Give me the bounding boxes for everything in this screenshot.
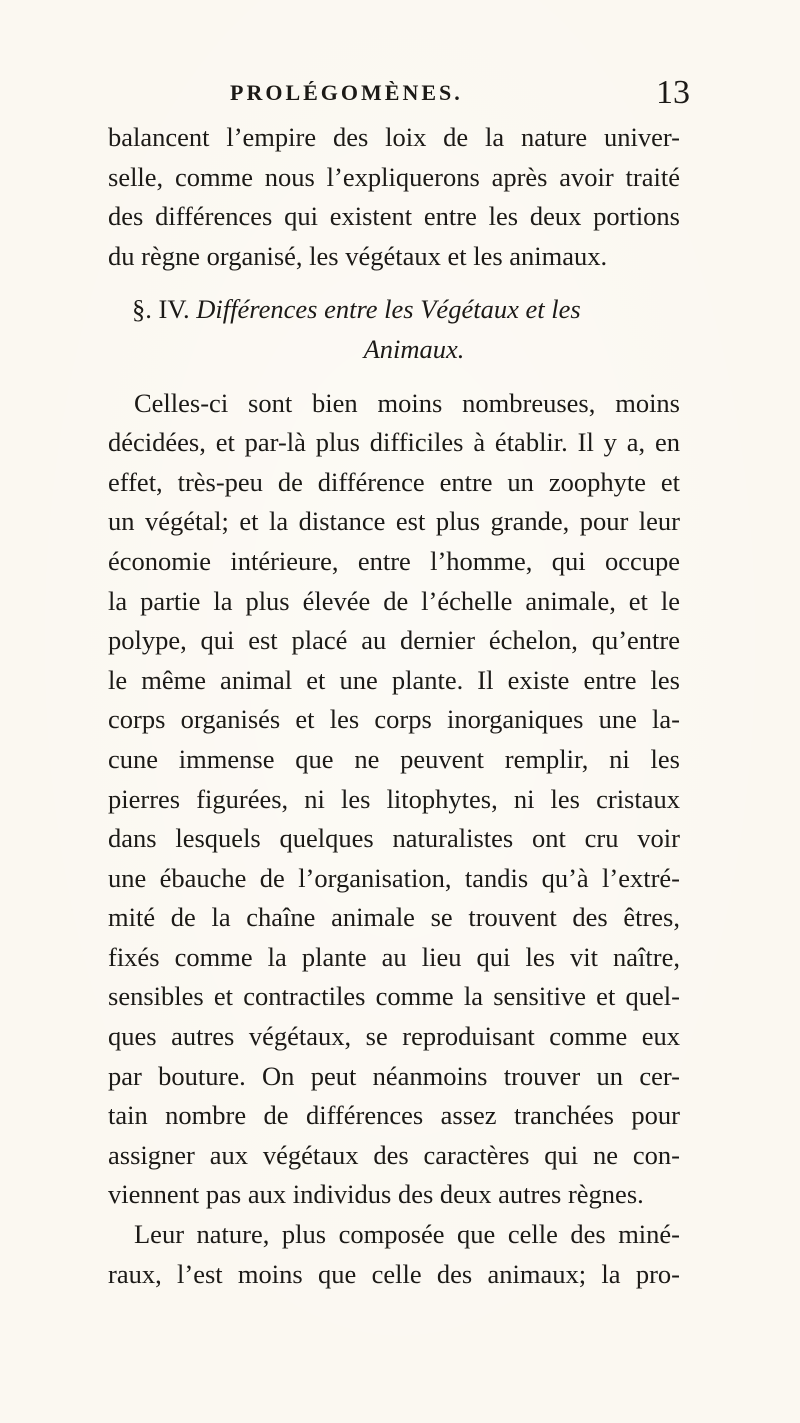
- section-heading: [108, 290, 680, 369]
- text-line: mité de la chaîne animale se trouvent des êtres,: [108, 902, 680, 933]
- text-line: polype, qui est placé au dernier échelon, qu’entre: [108, 625, 680, 656]
- page-number: 13: [656, 74, 690, 111]
- text-line: la partie la plus élevée de l’échelle animale, et le: [108, 585, 680, 616]
- running-title: PROLÉGOMÈNES.: [230, 80, 463, 105]
- text-line: Celles-ci sont bien moins nombreuses, moins: [134, 387, 680, 418]
- text-line: un végétal; et la distance est plus grande, pour leur: [108, 506, 680, 537]
- text-line: des différences qui existent entre les deux portions: [108, 201, 680, 232]
- text-line: par bouture. On peut néanmoins trouver un cer-: [108, 1060, 680, 1091]
- text-line: pierres figurées, ni les litophytes, ni les cristaux: [108, 783, 680, 814]
- text-line: cune immense que ne peuvent remplir, ni les: [108, 743, 680, 774]
- text-line: fixés comme la plante au lieu qui les vit naître,: [108, 941, 680, 972]
- text-line: économie intérieure, entre l’homme, qui occupe: [108, 545, 680, 576]
- text-line: balancent l’empire des loix de la nature univer-: [108, 122, 680, 152]
- paragraph-continued: [108, 118, 680, 276]
- text-line: sensibles et contractiles comme la sensitive et quel-: [108, 981, 680, 1012]
- text-line: tain nombre de différences assez tranchées pour: [108, 1100, 680, 1131]
- text-line: corps organisés et les corps inorganiques une la-: [108, 704, 680, 735]
- body-text: [108, 118, 680, 1294]
- text-line: une ébauche de l’organisation, tandis qu’à l’extré-: [108, 862, 680, 893]
- text-line: viennent pas aux individus des deux autres règnes.: [108, 1179, 644, 1210]
- section-number: §. IV.: [132, 294, 190, 325]
- spacer: [108, 276, 680, 290]
- text-line: ques autres végétaux, se reproduisant comme eux: [108, 1021, 680, 1052]
- text-line: dans lesquels quelques naturalistes ont cru voir: [108, 823, 680, 854]
- text-line: du règne organisé, les végétaux et les animaux.: [108, 240, 608, 271]
- section-heading-line-1: [108, 290, 680, 330]
- paragraph-main: [108, 384, 680, 1215]
- section-title-part-1: Différences entre les Végétaux et les: [196, 294, 581, 325]
- section-title-part-2: Animaux.: [363, 333, 465, 364]
- paragraph-next: [108, 1215, 680, 1294]
- text-line: Leur nature, plus composée que celle des miné-: [134, 1219, 680, 1250]
- text-line: raux, l’est moins que celle des animaux; la pro-: [108, 1258, 680, 1289]
- text-line: selle, comme nous l’expliquerons après avoir traité: [108, 161, 680, 192]
- text-line: décidées, et par-là plus difficiles à établir. Il y a, en: [108, 427, 680, 458]
- text-line: le même animal et une plante. Il existe entre les: [108, 664, 680, 695]
- text-line: assigner aux végétaux des caractères qui ne con-: [108, 1139, 680, 1170]
- spacer: [108, 370, 680, 384]
- running-head: [230, 74, 690, 114]
- section-heading-line-2: [108, 330, 680, 370]
- text-line: effet, très-peu de différence entre un zoophyte et: [108, 466, 680, 497]
